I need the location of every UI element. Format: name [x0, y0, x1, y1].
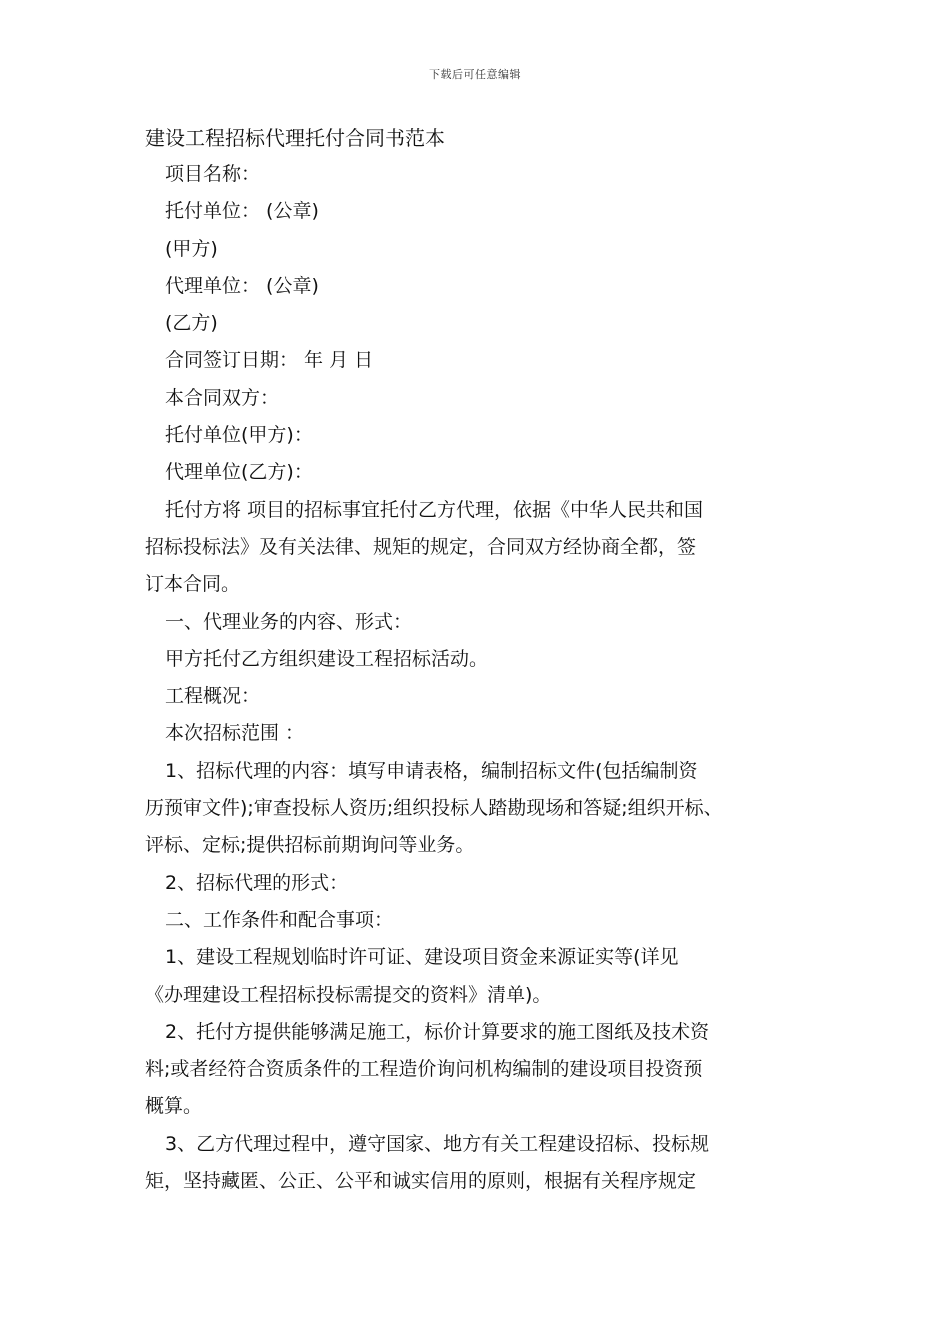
parties-heading: 本合同双方： [165, 386, 280, 409]
paragraph-line: 工程概况： [165, 685, 261, 708]
clause-line: 2、招标代理的形式： [165, 871, 349, 894]
clause-line: 历预审文件);审查投标人资历;组织投标人踏勘现场和答疑;组织开标、 [145, 797, 723, 820]
party-b-line: (乙方) [165, 312, 218, 335]
clause-line: 《办理建设工程招标投标需提交的资料》清单)。 [145, 983, 552, 1006]
section-heading: 一、代理业务的内容、形式： [165, 610, 413, 633]
preamble-line: 订本合同。 [145, 573, 241, 596]
section-heading: 二、工作条件和配合事项： [165, 908, 394, 931]
agent-party-b-line: 代理单位(乙方)： [165, 461, 313, 484]
clause-line: 1、招标代理的内容：填写申请表格，编制招标文件(包括编制资 [165, 759, 698, 782]
clause-line: 料;或者经符合资质条件的工程造价询问机构编制的建设项目投资预 [145, 1058, 703, 1081]
preamble-line: 招标投标法》及有关法律、规矩的规定，合同双方经协商全都，签 [145, 535, 697, 558]
document-title: 建设工程招标代理托付合同书范本 [145, 126, 445, 150]
document-body [145, 156, 805, 1200]
paragraph-line: 本次招标范围 ： [165, 722, 305, 745]
party-a-line: (甲方) [165, 237, 218, 260]
page-header: 下载后可任意编辑 [429, 68, 521, 81]
clause-line: 3、乙方代理过程中，遵守国家、地方有关工程建设招标、投标规 [165, 1132, 710, 1155]
clause-line: 1、建设工程规划临时许可证、建设项目资金来源证实等(详见 [165, 946, 679, 969]
agent-unit-line: 代理单位： (公章) [165, 274, 319, 297]
paragraph-line: 甲方托付乙方组织建设工程招标活动。 [165, 647, 489, 670]
preamble-line: 托付方将 项目的招标事宜托付乙方代理，依据《中华人民共和国 [165, 498, 704, 521]
signing-date-line: 合同签订日期： 年 月 日 [165, 349, 374, 372]
client-party-a-line: 托付单位(甲方)： [165, 424, 313, 447]
clause-line: 2、托付方提供能够满足施工，标价计算要求的施工图纸及技术资 [165, 1020, 710, 1043]
clause-line: 概算。 [145, 1095, 203, 1118]
clause-line: 评标、定标;提供招标前期询问等业务。 [145, 834, 475, 857]
client-unit-line: 托付单位： (公章) [165, 200, 319, 223]
project-name-line: 项目名称： [165, 163, 261, 185]
clause-line: 矩，坚持藏匿、公正、公平和诚实信用的原则，根据有关程序规定 [145, 1170, 697, 1193]
